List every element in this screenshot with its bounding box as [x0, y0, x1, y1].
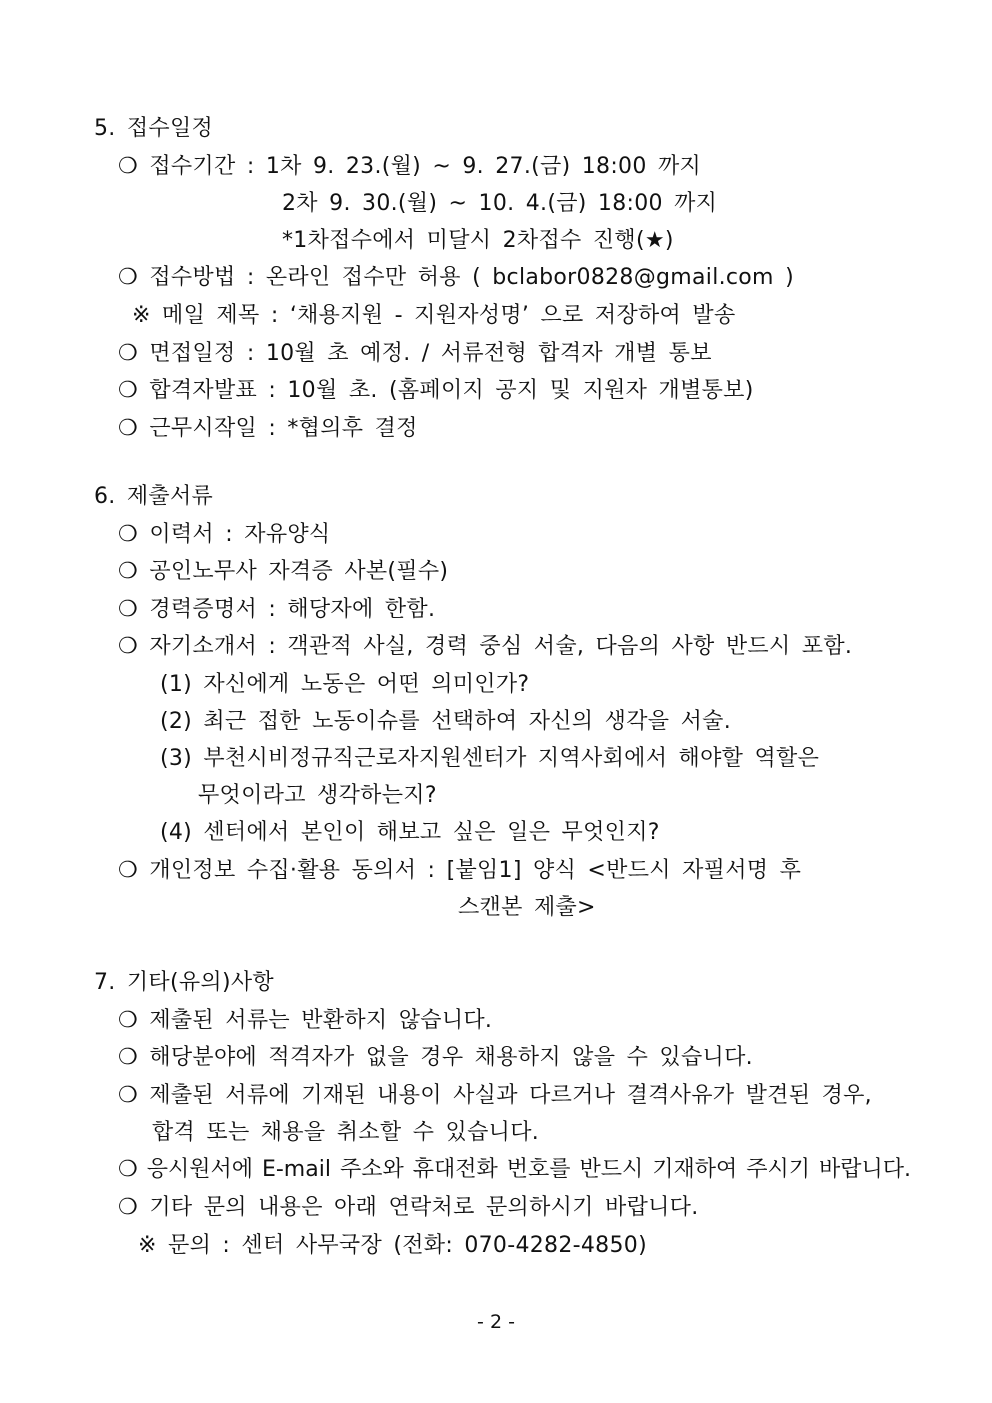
schedule-period-note: *1차접수에서 미달시 2차접수 진행(★) [282, 228, 674, 253]
result-announcement-line: ❍ 합격자발표 : 10월 초. (홈페이지 공지 및 지원자 개별통보) [118, 378, 754, 403]
notice-line-5: ❍ 기타 문의 내용은 아래 연락처로 문의하시기 바랍니다. [118, 1195, 699, 1220]
section-5-heading: 5. 접수일정 [94, 116, 214, 141]
interview-schedule-line: ❍ 면접일정 : 10월 초 예정. / 서류전형 합격자 개별 통보 [118, 341, 712, 366]
resume-line: ❍ 이력서 : 자유양식 [118, 522, 331, 547]
license-copy-line: ❍ 공인노무사 자격증 사본(필수) [118, 559, 449, 584]
self-introduction-line: ❍ 자기소개서 : 객관적 사실, 경력 중심 서술, 다음의 사항 반드시 포함. [118, 634, 853, 659]
application-method-line: ❍ 접수방법 : 온라인 접수만 허용 ( bclabor0828@gmail.com ) [118, 265, 794, 290]
question-3-continued: 무엇이라고 생각하는지? [198, 783, 437, 808]
question-1: (1) 자신에게 노동은 어떤 의미인가? [160, 672, 530, 697]
contact-note: ※ 문의 : 센터 사무국장 (전화: 070-4282-4850) [138, 1233, 647, 1258]
question-3: (3) 부천시비정규직근로자지원센터가 지역사회에서 해야할 역할은 [160, 746, 820, 771]
start-date-line: ❍ 근무시작일 : *협의후 결정 [118, 416, 418, 441]
career-certificate-line: ❍ 경력증명서 : 해당자에 한함. [118, 597, 436, 622]
privacy-consent-line: ❍ 개인정보 수집·활용 동의서 : [붙임1] 양식 <반드시 자필서명 후 [118, 858, 802, 883]
schedule-period-second: 2차 9. 30.(월) ~ 10. 4.(금) 18:00 까지 [282, 191, 718, 216]
notice-line-3-continued: 합격 또는 채용을 취소할 수 있습니다. [152, 1120, 540, 1145]
question-4: (4) 센터에서 본인이 해보고 싶은 일은 무엇인지? [160, 820, 660, 845]
notice-line-3: ❍ 제출된 서류에 기재된 내용이 사실과 다르거나 결격사유가 발견된 경우, [118, 1083, 872, 1108]
mail-subject-note: ※ 메일 제목 : ‘채용지원 - 지원자성명’ 으로 저장하여 발송 [132, 303, 736, 328]
notice-line-1: ❍ 제출된 서류는 반환하지 않습니다. [118, 1008, 493, 1033]
schedule-period-line: ❍ 접수기간 : 1차 9. 23.(월) ~ 9. 27.(금) 18:00 까지 [118, 154, 702, 179]
notice-line-2: ❍ 해당분야에 적격자가 없을 경우 채용하지 않을 수 있습니다. [118, 1045, 753, 1070]
page-number: - 2 - [477, 1311, 515, 1333]
question-2: (2) 최근 접한 노동이슈를 선택하여 자신의 생각을 서술. [160, 709, 732, 734]
privacy-consent-continued: 스캔본 제출> [458, 895, 596, 920]
section-6-heading: 6. 제출서류 [94, 484, 214, 509]
notice-line-4: ❍ 응시원서에 E-mail 주소와 휴대전화 번호를 반드시 기재하여 주시기 바랍니다. [118, 1157, 911, 1182]
section-7-heading: 7. 기타(유의)사항 [94, 970, 274, 995]
